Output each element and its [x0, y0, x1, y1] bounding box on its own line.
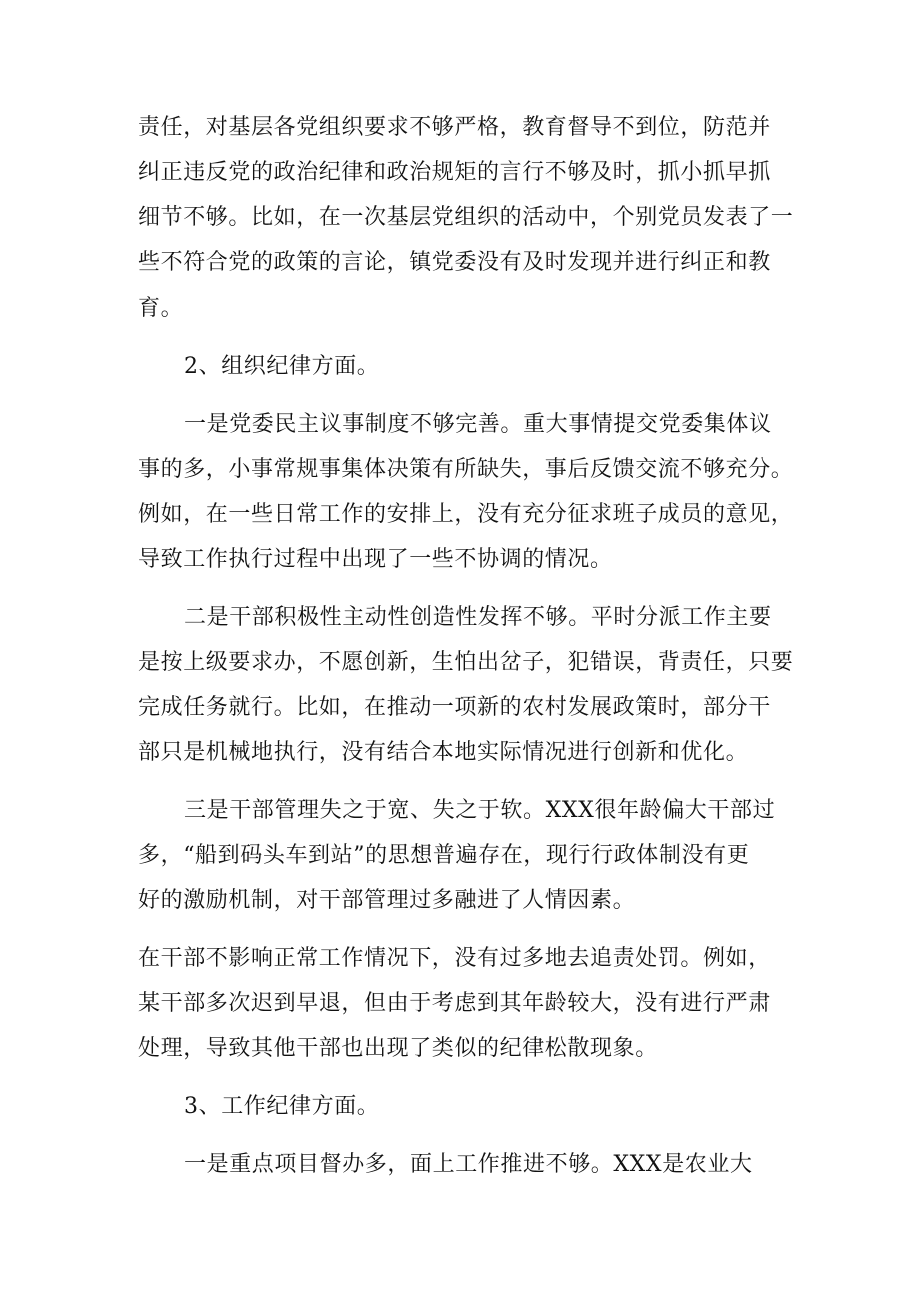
text-line: 些不符合党的政策的言论，镇党委没有及时发现并进行纠正和教: [138, 250, 771, 275]
text-line: 多，“船到码头车到站”的思想普遍存在，现行行政体制没有更: [138, 843, 750, 868]
text-line: 处理，导致其他干部也出现了类似的纪律松散现象。: [138, 1036, 658, 1061]
text-line: 一是重点项目督办多，面上工作推进不够。XXX是农业大: [184, 1152, 753, 1177]
text-line: 例如，在一些日常工作的安排上，没有充分征求班子成员的意见，: [138, 502, 794, 527]
text-line: 某干部多次迟到早退，但由于考虑到其年龄较大，没有进行严肃: [138, 991, 771, 1016]
text-line: 部只是机械地执行，没有结合本地实际情况进行创新和优化。: [138, 740, 749, 765]
text-line: 一是党委民主议事制度不够完善。重大事情提交党委集体议: [184, 412, 772, 437]
text-line: 完成任务就行。比如，在推动一项新的农村发展政策时，部分干: [138, 695, 771, 720]
text-line: 细节不够。比如，在一次基层党组织的活动中，个别党员发表了一: [138, 205, 794, 230]
text-line: 责任，对基层各党组织要求不够严格，教育督导不到位，防范并: [138, 115, 771, 140]
text-line: 在干部不影响正常工作情况下，没有过多地去追责处罚。例如，: [138, 946, 771, 971]
text-line: 事的多，小事常规事集体决策有所缺失，事后反馈交流不够充分。: [138, 457, 794, 482]
text-line: 三是干部管理失之于宽、失之于软。XXX很年龄偏大干部过: [184, 798, 776, 823]
text-line: 好的激励机制，对干部管理过多融进了人情因素。: [138, 888, 636, 913]
text-line: 是按上级要求办，不愿创新，生怕出岔子，犯错误，背责任，只要: [138, 650, 794, 675]
section-heading: 3、工作纪律方面。: [184, 1094, 380, 1119]
text-line: 二是干部积极性主动性创造性发挥不够。平时分派工作主要: [184, 605, 772, 630]
text-line: 导致工作执行过程中出现了一些不协调的情况。: [138, 547, 613, 572]
text-line: 育。: [138, 296, 184, 321]
section-heading: 2、组织纪律方面。: [184, 354, 380, 379]
text-line: 纠正违反党的政治纪律和政治规矩的言行不够及时，抓小抓早抓: [138, 160, 771, 185]
